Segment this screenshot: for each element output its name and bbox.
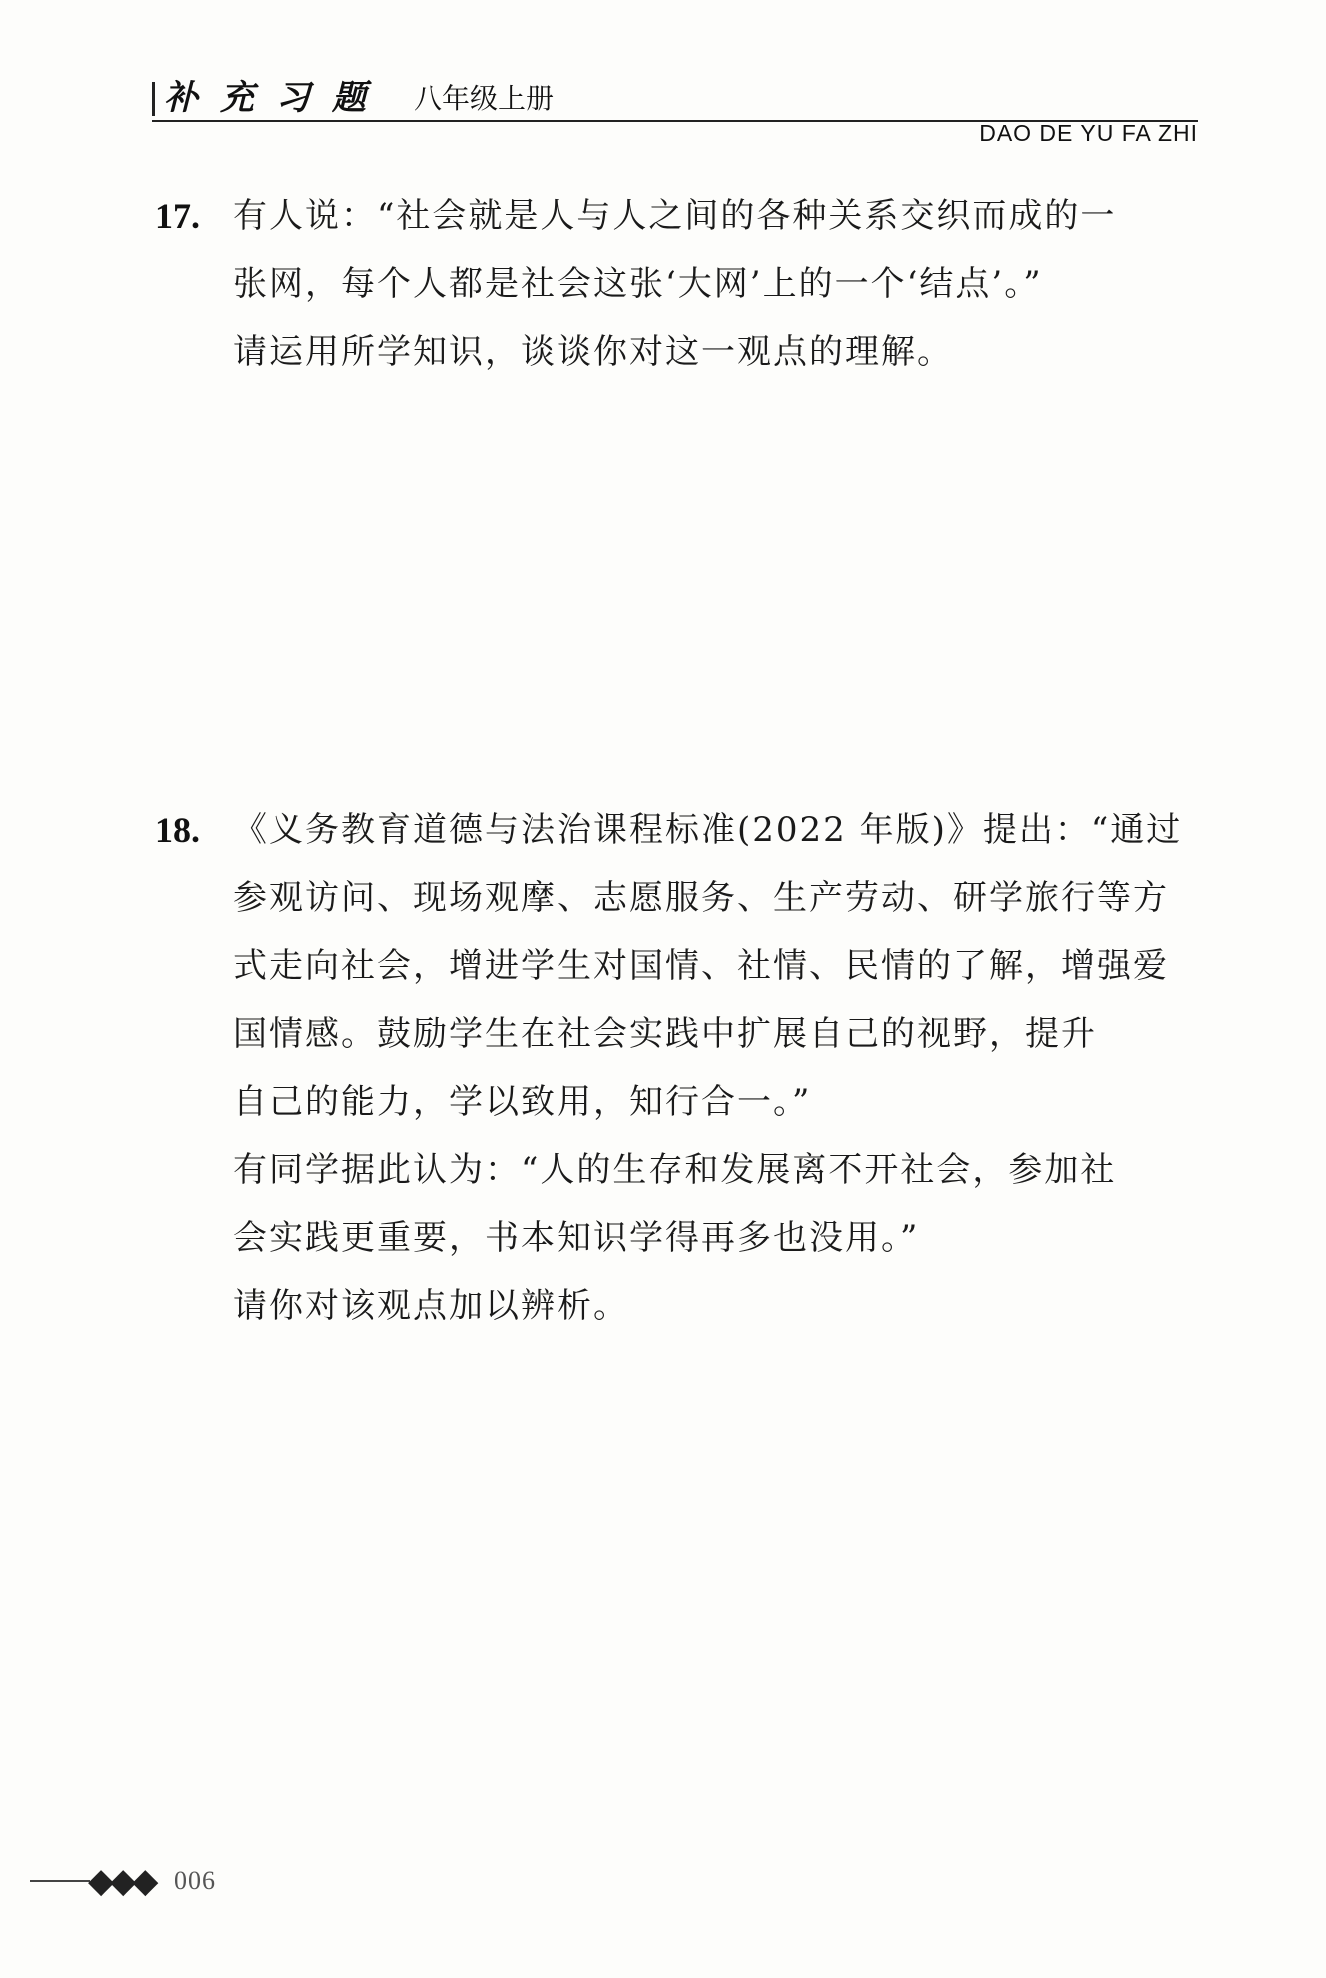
- question-line: 张网，每个人都是社会这张‘大网’上的一个‘结点’。”: [233, 264, 1043, 304]
- page-header: [152, 78, 1198, 122]
- question-line: 会实践更重要，书本知识学得再多也没用。”: [233, 1218, 920, 1258]
- question-number: 18.: [155, 810, 200, 850]
- question-line: 式走向社会，增进学生对国情、社情、民情的了解，增强爱: [233, 946, 1169, 986]
- header-bar: [152, 82, 155, 116]
- question-line: 国情感。鼓励学生在社会实践中扩展自己的视野，提升: [233, 1014, 1097, 1054]
- footer-diamond-icon: ◆◆◆: [88, 1861, 155, 1901]
- question-prompt: 请你对该观点加以辨析。: [233, 1286, 629, 1326]
- question-body: [233, 796, 1201, 1340]
- volume-label: 八年级上册: [414, 82, 555, 115]
- question-line: 参观访问、现场观摩、志愿服务、生产劳动、研学旅行等方: [233, 878, 1169, 918]
- question-line: 有同学据此认为：“人的生存和发展离不开社会，参加社: [233, 1150, 1117, 1190]
- subject-pinyin: DAO DE YU FA ZHI: [979, 120, 1198, 146]
- question-prompt: 请运用所学知识，谈谈你对这一观点的理解。: [233, 332, 953, 372]
- series-title: 补充习题: [164, 78, 388, 118]
- page-number: 006: [174, 1866, 216, 1895]
- question-line: 有人说：“社会就是人与人之间的各种关系交织而成的一: [233, 196, 1117, 236]
- question-number: 17.: [155, 196, 200, 236]
- question-line: 自己的能力，学以致用，知行合一。”: [233, 1082, 812, 1122]
- footer-rule: [30, 1880, 90, 1882]
- question-line: 《义务教育道德与法治课程标准(2022 年版)》提出：“通过: [233, 810, 1183, 850]
- question-body: [233, 182, 1201, 386]
